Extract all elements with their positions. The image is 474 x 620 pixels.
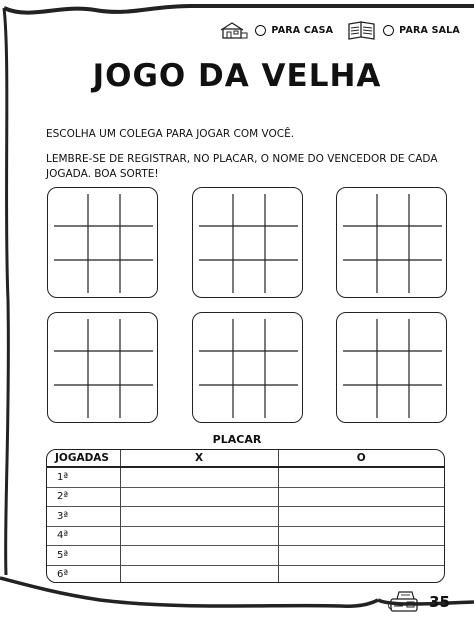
- cell-o[interactable]: [278, 507, 444, 527]
- house-icon: [219, 21, 249, 39]
- page-title: JOGO DA VELHA: [92, 58, 382, 94]
- option-home[interactable]: [255, 25, 333, 36]
- tic-tac-toe-board[interactable]: [192, 312, 303, 423]
- cell-o[interactable]: [278, 526, 444, 546]
- radio-class[interactable]: [383, 25, 394, 36]
- instruction-1: ESCOLHA UM COLEGA PARA JOGAR COM VOCÊ.: [46, 128, 295, 140]
- cell-o[interactable]: [278, 546, 444, 566]
- round-label: 5ª: [47, 546, 120, 566]
- cell-x[interactable]: [120, 507, 278, 527]
- tic-tac-toe-board[interactable]: [47, 187, 158, 298]
- col-header-x: X: [120, 450, 278, 467]
- placar-title: PLACAR: [212, 433, 262, 446]
- table-row: [47, 546, 444, 566]
- table-row: [47, 467, 444, 487]
- cell-x[interactable]: [120, 467, 278, 487]
- placar-table: [46, 449, 445, 583]
- table-row: [47, 487, 444, 507]
- round-label: 1ª: [47, 467, 120, 487]
- round-label: 2ª: [47, 487, 120, 507]
- tic-tac-toe-board[interactable]: [47, 312, 158, 423]
- round-label: 6ª: [47, 565, 120, 583]
- cell-o[interactable]: [278, 467, 444, 487]
- fax-machine-icon: [388, 589, 424, 613]
- instruction-2: LEMBRE-SE DE REGISTRAR, NO PLACAR, O NOME DO VENCEDOR DE CADA JOGADA. BOA SORTE!: [46, 153, 438, 180]
- option-home-label: PARA CASA: [271, 24, 334, 36]
- cell-x[interactable]: [120, 546, 278, 566]
- cell-o[interactable]: [278, 565, 444, 583]
- col-header-o: O: [278, 450, 444, 467]
- table-row: [47, 507, 444, 527]
- table-row: [47, 526, 444, 546]
- page-number: 35: [429, 593, 450, 611]
- cell-x[interactable]: [120, 526, 278, 546]
- option-class-label: PARA SALA: [399, 24, 460, 36]
- cell-o[interactable]: [278, 487, 444, 507]
- round-label: 3ª: [47, 507, 120, 527]
- col-header-jogadas: JOGADAS: [47, 450, 120, 467]
- radio-home[interactable]: [255, 25, 266, 36]
- table-row: [47, 565, 444, 583]
- cell-x[interactable]: [120, 487, 278, 507]
- round-label: 4ª: [47, 526, 120, 546]
- tic-tac-toe-board[interactable]: [336, 187, 447, 298]
- tic-tac-toe-board[interactable]: [336, 312, 447, 423]
- book-icon: [347, 20, 377, 40]
- option-class[interactable]: [383, 25, 460, 36]
- tic-tac-toe-board[interactable]: [192, 187, 303, 298]
- cell-x[interactable]: [120, 565, 278, 583]
- header-options: [219, 20, 460, 40]
